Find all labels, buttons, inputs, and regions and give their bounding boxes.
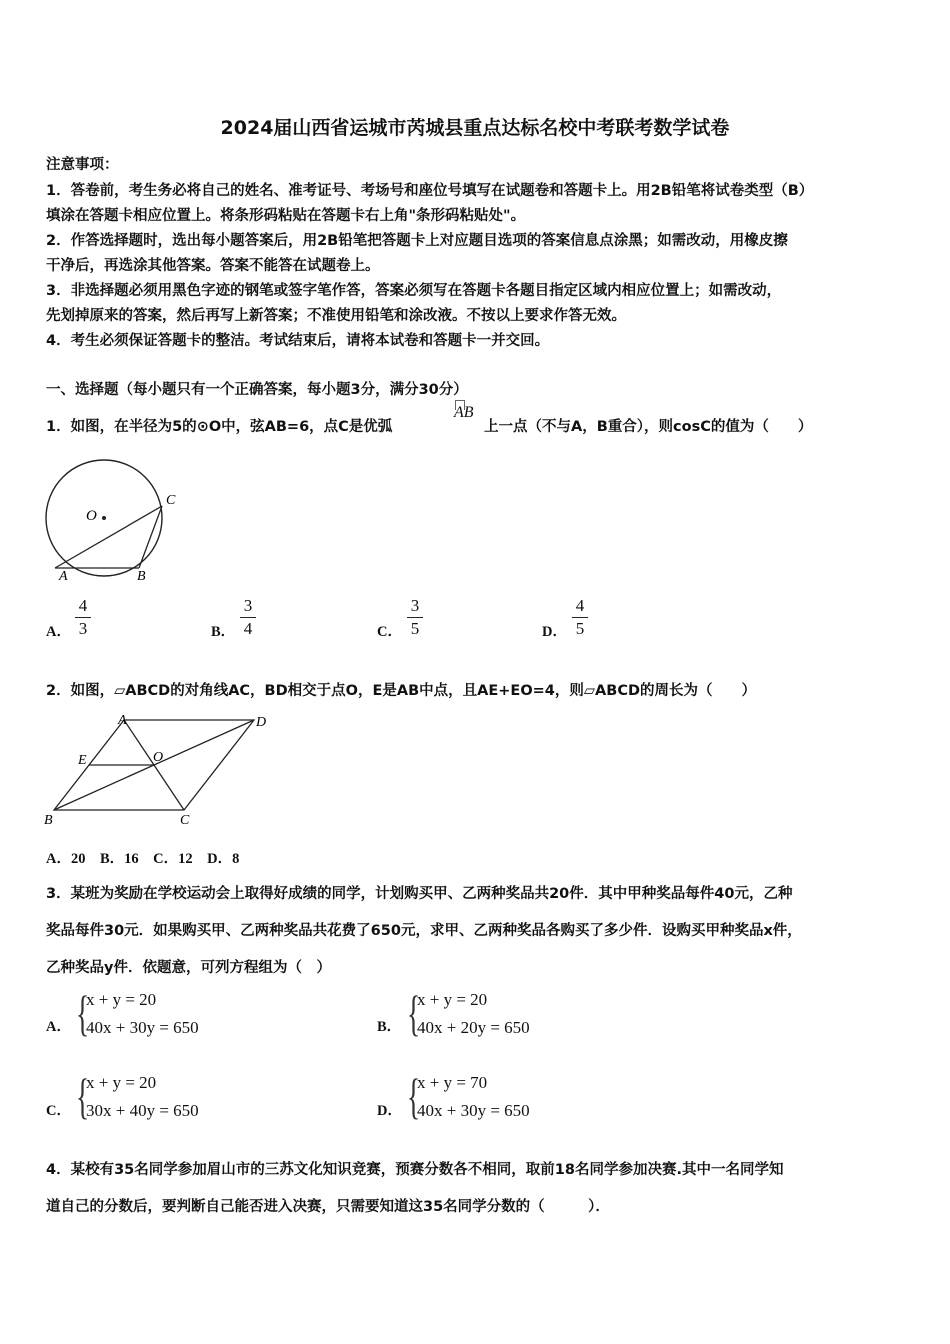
label-e: E [78,753,87,768]
q1-option-a-label: A． [46,624,71,640]
q3-option-b-label: B． [377,1019,402,1035]
q1-text-a: 1．如图，在半径为5的⊙O中，弦AB=6，点C是优弧 [46,419,393,435]
notice-line: 填涂在答题卡相应位置上。将条形码粘贴在答题卡右上角"条形码粘贴处"。 [46,208,526,224]
q3-option-d-label: D． [377,1103,402,1119]
q3-option-c-system: { x + y = 20 30x + 40y = 650 [76,1068,199,1124]
page-title: 2024届山西省运城市芮城县重点达标名校中考联考数学试卷 [220,117,730,139]
q1-option-c-label: C． [377,624,402,640]
label-c: C [180,813,190,828]
notice-line: 2．作答选择题时，选出每小题答案后，用2B铅笔把答题卡上对应题目选项的答案信息点涂黑；如需改动，用橡皮擦 [46,233,788,249]
q1-option-a-fraction: 4 3 [73,596,93,639]
label-b: B [137,569,146,582]
q2-parallelogram-figure [42,708,276,830]
q3-option-c-label: C． [46,1103,71,1119]
q1-option-b-label: B． [211,624,236,640]
arc-icon [455,400,465,410]
label-c: C [166,493,176,508]
section-heading: 一、选择题（每小题只有一个正确答案，每小题3分，满分30分） [46,382,468,398]
q1-text-b: 上一点（不与A，B重合），则cosC的值为（ ） [484,419,813,435]
q4-line: 4．某校有35名同学参加眉山市的三苏文化知识竞赛，预赛分数各不相同，取前18名同学参加决赛.其中一名同学知 [46,1162,784,1178]
q2-options: A．20 B．16 C．12 D．8 [46,851,240,867]
label-b: B [44,813,53,828]
q3-line: 奖品每件30元．如果购买甲、乙两种奖品共花费了650元，求甲、乙两种奖品各购买了多少件．设购买甲种奖品x件， [46,923,802,939]
arc-ab-notation [454,404,474,422]
notice-line: 4．考生必须保证答题卡的整洁。考试结束后，请将本试卷和答题卡一并交回。 [46,333,550,349]
q3-option-b-system: { x + y = 20 40x + 20y = 650 [407,985,530,1041]
notice-line: 3．非选择题必须用黑色字迹的钢笔或签字笔作答，答案必须写在答题卡各题目指定区域内相应位置上；如需改动， [46,283,782,299]
label-o: O [86,508,97,524]
q2-text: 2．如图，▱ABCD的对角线AC，BD相交于点O，E是AB中点，且AE+EO=4，则▱ABCD的周长为（ ） [46,683,756,699]
arc-label: AB [454,404,474,421]
notice-line: 1．答卷前，考生务必将自己的姓名、准考证号、考场号和座位号填写在试题卷和答题卡上。用2B铅笔将试卷类型（B） [46,183,814,199]
q1-circle-figure [42,458,182,582]
q1-option-b-fraction: 3 4 [238,596,258,639]
q1-option-c-fraction: 3 5 [405,596,425,639]
label-a: A [59,569,68,582]
notice-line: 干净后，再选涂其他答案。答案不能答在试题卷上。 [46,258,380,274]
q3-line: 乙种奖品y件．依题意，可列方程组为（ ） [46,960,331,976]
q4-line: 道自己的分数后，要判断自己能否进入决赛，只需要知道这35名同学分数的（ ）． [46,1199,610,1215]
q1-option-d-fraction: 4 5 [570,596,590,639]
q3-option-a-system: { x + y = 20 40x + 30y = 650 [76,985,199,1041]
notice-line: 先划掉原来的答案，然后再写上新答案；不准使用铅笔和涂改液。不按以上要求作答无效。 [46,308,626,324]
q3-line: 3．某班为奖励在学校运动会上取得好成绩的同学，计划购买甲、乙两种奖品共20件．其中甲种奖品每件40元，乙种 [46,886,793,902]
q1-option-d-label: D． [542,624,567,640]
q3-option-d-system: { x + y = 70 40x + 30y = 650 [407,1068,530,1124]
label-d: D [256,715,267,730]
label-o: O [153,750,164,765]
label-a: A [118,713,127,728]
center-dot [102,516,106,520]
q3-option-a-label: A． [46,1019,71,1035]
notice-heading: 注意事项： [46,157,119,173]
